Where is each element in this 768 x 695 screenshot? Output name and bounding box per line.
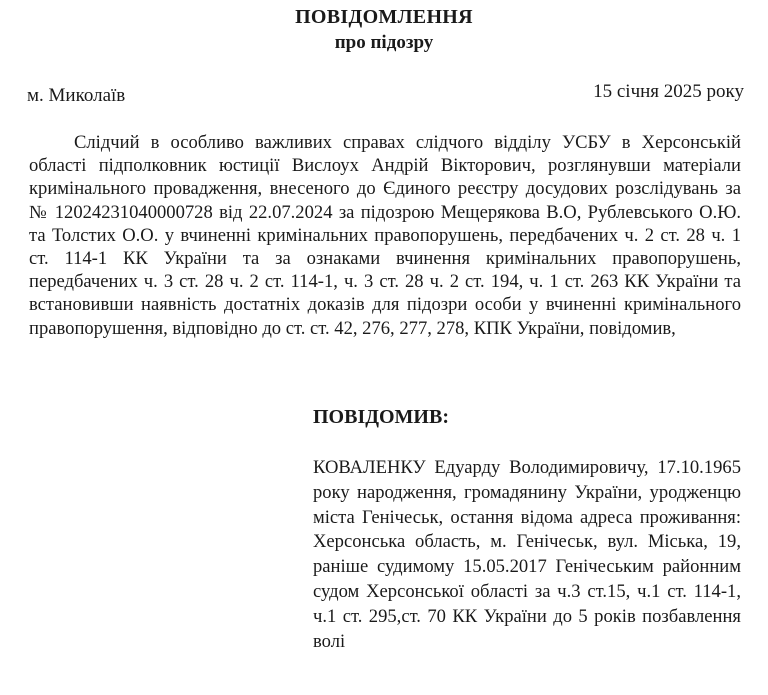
- document-place: м. Миколаїв: [27, 85, 126, 106]
- notify-heading: ПОВІДОМИВ:: [313, 406, 449, 428]
- investigator-paragraph: Слідчий в особливо важливих справах слідчого відділу УСБУ в Херсонській області підполковник юстиції Вислоух Андрій Вікторович, розглянувши матеріали кримінального провадження, внесеного до Єдиного реєстру досудових розслідувань за № 12024231040000728 від 22.07.2024 за підозрою Мещерякова В.О, Рублевського О.Ю. та Толстих О.О. у вчиненні кримінальних правопорушень, передбачених ч. 2 ст. 28 ч. 1 ст. 114-1 КК України та за ознаками вчинення кримінальних правопорушень, передбачених ч. 3 ст. 28 ч. 2 ст. 114-1, ч. 3 ст. 28 ч. 2 ст. 194, ч. 1 ст. 263 КК України та встановивши наявність достатніх доказів для підозри особи у вчиненні кримінального правопорушення, відповідно до ст. ст. 42, 276, 277, 278, КПК України, повідомив,: [29, 132, 741, 339]
- document-title: ПОВІДОМЛЕННЯ: [295, 6, 473, 28]
- document-subtitle: про підозру: [334, 32, 434, 53]
- suspect-details: КОВАЛЕНКУ Едуарду Володимировичу, 17.10.1965 року народження, громадянину України, уродженцю міста Генічеськ, остання відома адреса проживання: Херсонська область, м. Генічеськ, вул. Міська, 19, раніше судимому 15.05.2017 Генічеським районним судом Херсонської області за ч.3 ст.15, ч.1 ст. 114-1, ч.1 ст. 295,ст. 70 КК України до 5 років позбавлення волі: [313, 457, 741, 652]
- document-date: 15 січня 2025 року: [593, 81, 744, 102]
